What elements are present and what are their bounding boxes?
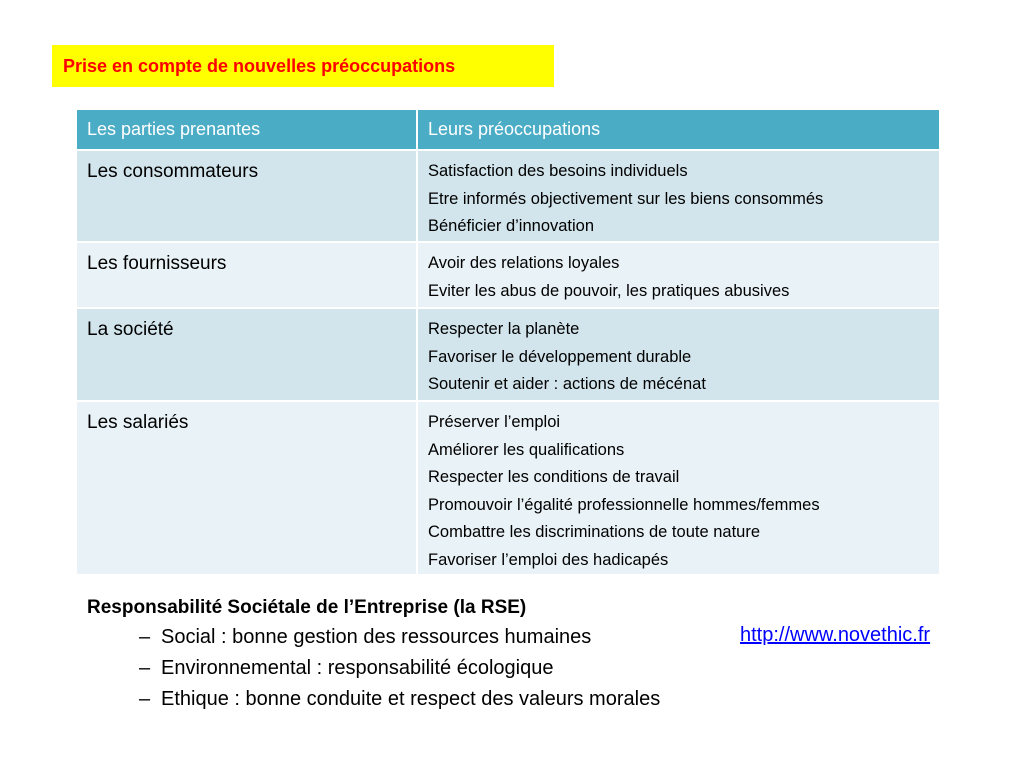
concern-line: Respecter la planète (428, 320, 580, 338)
rse-list-item (87, 653, 787, 684)
concern-line: Préserver l’emploi (428, 413, 561, 431)
concern-line: Bénéficier d’innovation (428, 217, 595, 235)
concern-line: Eviter les abus de pouvoir, les pratiques abusives (428, 281, 790, 300)
novethic-link[interactable]: http://www.novethic.fr (740, 624, 931, 646)
rse-item-text: Ethique : bonne conduite et respect des valeurs morales (161, 688, 661, 710)
concerns-cell (417, 242, 940, 308)
rse-list-item (87, 622, 787, 653)
concern-line: Etre informés objectivement sur les biens consommés (428, 189, 824, 208)
table-row (77, 242, 940, 308)
party-cell: Les fournisseurs (77, 242, 417, 308)
concerns-cell (417, 150, 940, 242)
concern-line: Satisfaction des besoins individuels (428, 162, 688, 180)
concern-line: Promouvoir l’égalité professionnelle hommes/femmes (428, 495, 820, 514)
concern-line: Soutenir et aider : actions de mécénat (428, 375, 706, 393)
slide-title: Prise en compte de nouvelles préoccupations (52, 45, 554, 87)
concern-line: Avoir des relations loyales (428, 254, 620, 272)
dash-bullet-icon: – (139, 688, 151, 710)
concern-line: Favoriser l’emploi des hadicapés (428, 550, 669, 569)
table-row (77, 308, 940, 401)
concerns-cell (417, 401, 940, 575)
column-header-concerns: Leurs préoccupations (417, 110, 940, 150)
concern-line: Favoriser le développement durable (428, 347, 692, 366)
concern-line: Améliorer les qualifications (428, 440, 625, 459)
rse-item-text: Social : bonne gestion des ressources humaines (161, 626, 592, 648)
table-row (77, 401, 940, 575)
table-header-row (77, 110, 940, 150)
table-row (77, 150, 940, 242)
rse-title: Responsabilité Sociétale de l’Entreprise (la RSE) (87, 597, 527, 618)
concerns-cell (417, 308, 940, 401)
rse-section (87, 594, 787, 715)
stakeholders-table (77, 110, 941, 576)
rse-list-item (87, 684, 787, 715)
concern-line: Respecter les conditions de travail (428, 468, 680, 486)
dash-bullet-icon: – (139, 657, 151, 679)
rse-item-text: Environnemental : responsabilité écologique (161, 657, 554, 679)
dash-bullet-icon: – (139, 626, 151, 648)
party-cell: La société (77, 308, 417, 401)
column-header-parties: Les parties prenantes (77, 110, 417, 150)
concern-line: Combattre les discriminations de toute nature (428, 523, 760, 541)
party-cell: Les salariés (77, 401, 417, 575)
party-cell: Les consommateurs (77, 150, 417, 242)
